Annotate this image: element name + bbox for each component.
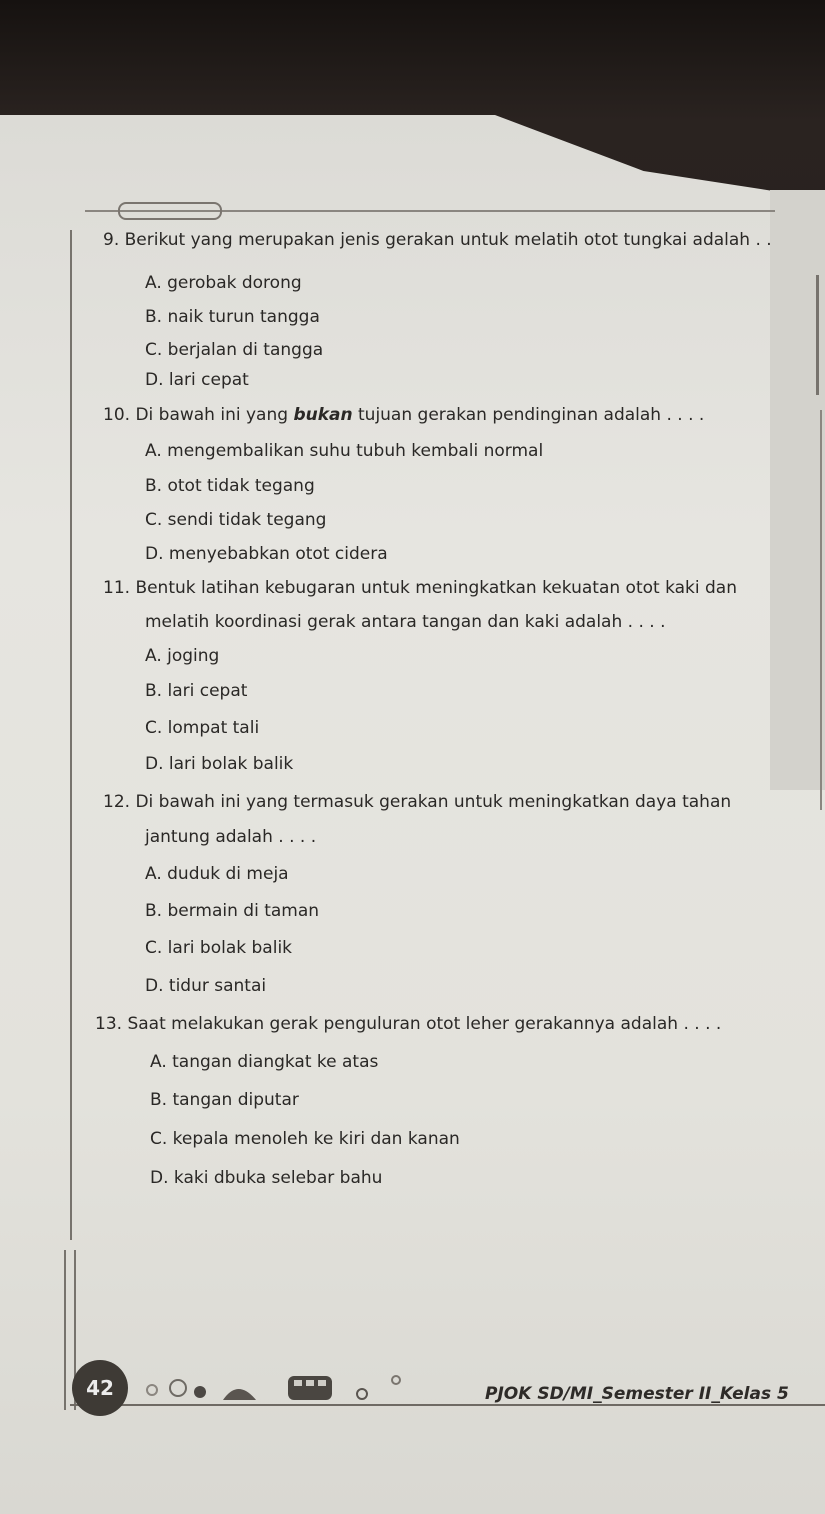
q12-option-a: A. duduk di meja — [145, 864, 289, 884]
q10-option-a: A. mengembalikan suhu tubuh kembali normal — [145, 441, 544, 461]
question-12-stem-line2: jantung adalah . . . . — [145, 827, 317, 847]
q10-stem-post: tujuan gerakan pendinginan adalah . . . . — [352, 405, 705, 425]
footer-illustration — [138, 1370, 478, 1404]
q10-option-d: D. menyebabkan otot cidera — [145, 544, 388, 564]
q11-option-d: D. lari bolak balik — [145, 754, 294, 774]
question-11-stem: 11. Bentuk latihan kebugaran untuk meningkatkan kekuatan otot kaki dan — [103, 578, 737, 598]
book-title: PJOK SD/MI_Semester II_Kelas 5 — [485, 1384, 789, 1404]
question-12-stem: 12. Di bawah ini yang termasuk gerakan untuk meningkatkan daya tahan — [103, 792, 732, 812]
q12-option-c: C. lari bolak balik — [145, 938, 293, 958]
q13-option-b: B. tangan diputar — [150, 1090, 299, 1110]
question-13-stem: 13. Saat melakukan gerak penguluran otot leher gerakannya adalah . . . . — [95, 1014, 722, 1034]
question-11-stem-line2: melatih koordinasi gerak antara tangan dan kaki adalah . . . . — [145, 612, 666, 632]
q13-option-d: D. kaki dbuka selebar bahu — [150, 1168, 383, 1188]
right-border-line — [816, 275, 819, 395]
footer-rule — [70, 1404, 825, 1406]
q10-option-c: C. sendi tidak tegang — [145, 510, 327, 530]
right-border-line-faint — [820, 410, 822, 810]
q9-option-c: C. berjalan di tangga — [145, 340, 324, 360]
q12-option-d: D. tidur santai — [145, 976, 267, 996]
header-ornament — [118, 202, 222, 220]
q9-option-b: B. naik turun tangga — [145, 307, 320, 327]
textbook-page — [0, 115, 825, 1514]
q9-option-d: D. lari cepat — [145, 370, 249, 390]
q13-option-c: C. kepala menoleh ke kiri dan kanan — [150, 1129, 460, 1149]
question-9-stem: 9. Berikut yang merupakan jenis gerakan untuk melatih otot tungkai adalah . . — [103, 230, 772, 250]
q10-stem-pre: 10. Di bawah ini yang — [103, 405, 294, 425]
q13-option-a: A. tangan diangkat ke atas — [150, 1052, 379, 1072]
q9-option-a: A. gerobak dorong — [145, 273, 302, 293]
q10-option-b: B. otot tidak tegang — [145, 476, 315, 496]
q11-option-b: B. lari cepat — [145, 681, 248, 701]
q10-stem-emphasis: bukan — [293, 405, 353, 425]
q12-option-b: B. bermain di taman — [145, 901, 320, 921]
page-number-badge: 42 — [72, 1360, 128, 1416]
left-border-line — [70, 230, 72, 1240]
q11-option-a: A. joging — [145, 646, 220, 666]
q11-option-c: C. lompat tali — [145, 718, 260, 738]
question-10-stem — [103, 405, 704, 425]
